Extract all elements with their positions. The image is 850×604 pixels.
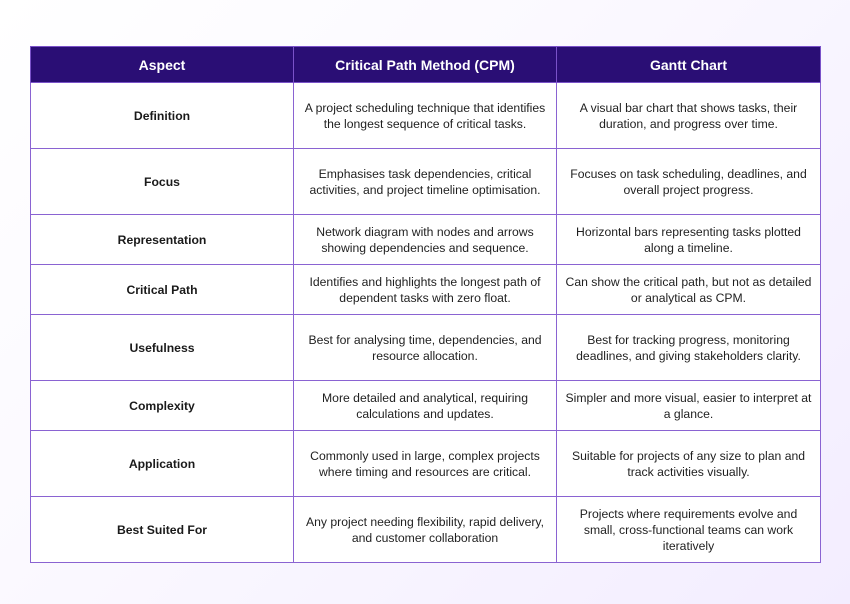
gantt-cell: Horizontal bars representing tasks plotted along a timeline. bbox=[557, 215, 821, 265]
cpm-cell: Network diagram with nodes and arrows showing dependencies and sequence. bbox=[294, 215, 557, 265]
aspect-cell: Complexity bbox=[31, 381, 294, 431]
comparison-table-container bbox=[30, 46, 820, 563]
header-gantt: Gantt Chart bbox=[557, 47, 821, 83]
header-aspect: Aspect bbox=[31, 47, 294, 83]
gantt-cell: Simpler and more visual, easier to interpret at a glance. bbox=[557, 381, 821, 431]
cpm-cell: Emphasises task dependencies, critical activities, and project timeline optimisation. bbox=[294, 149, 557, 215]
aspect-cell: Representation bbox=[31, 215, 294, 265]
table-row bbox=[31, 381, 821, 431]
cpm-cell: Identifies and highlights the longest path of dependent tasks with zero float. bbox=[294, 265, 557, 315]
cpm-cell: Any project needing flexibility, rapid delivery, and customer collaboration bbox=[294, 497, 557, 563]
cpm-cell: Commonly used in large, complex projects where timing and resources are critical. bbox=[294, 431, 557, 497]
aspect-cell: Definition bbox=[31, 83, 294, 149]
gantt-cell: Focuses on task scheduling, deadlines, and overall project progress. bbox=[557, 149, 821, 215]
aspect-cell: Focus bbox=[31, 149, 294, 215]
table-row bbox=[31, 149, 821, 215]
cpm-cell: A project scheduling technique that identifies the longest sequence of critical tasks. bbox=[294, 83, 557, 149]
cpm-cell: Best for analysing time, dependencies, and resource allocation. bbox=[294, 315, 557, 381]
gantt-cell: Can show the critical path, but not as detailed or analytical as CPM. bbox=[557, 265, 821, 315]
table-header-row bbox=[31, 47, 821, 83]
cpm-cell: More detailed and analytical, requiring calculations and updates. bbox=[294, 381, 557, 431]
gantt-cell: Best for tracking progress, monitoring deadlines, and giving stakeholders clarity. bbox=[557, 315, 821, 381]
header-cpm: Critical Path Method (CPM) bbox=[294, 47, 557, 83]
table-row bbox=[31, 431, 821, 497]
aspect-cell: Best Suited For bbox=[31, 497, 294, 563]
gantt-cell: Projects where requirements evolve and small, cross-functional teams can work iteratively bbox=[557, 497, 821, 563]
gantt-cell: A visual bar chart that shows tasks, their duration, and progress over time. bbox=[557, 83, 821, 149]
gantt-cell: Suitable for projects of any size to plan and track activities visually. bbox=[557, 431, 821, 497]
table-row bbox=[31, 315, 821, 381]
aspect-cell: Critical Path bbox=[31, 265, 294, 315]
aspect-cell: Usefulness bbox=[31, 315, 294, 381]
table-row bbox=[31, 83, 821, 149]
table-row bbox=[31, 265, 821, 315]
aspect-cell: Application bbox=[31, 431, 294, 497]
comparison-table bbox=[30, 46, 821, 563]
table-row bbox=[31, 215, 821, 265]
table-row bbox=[31, 497, 821, 563]
